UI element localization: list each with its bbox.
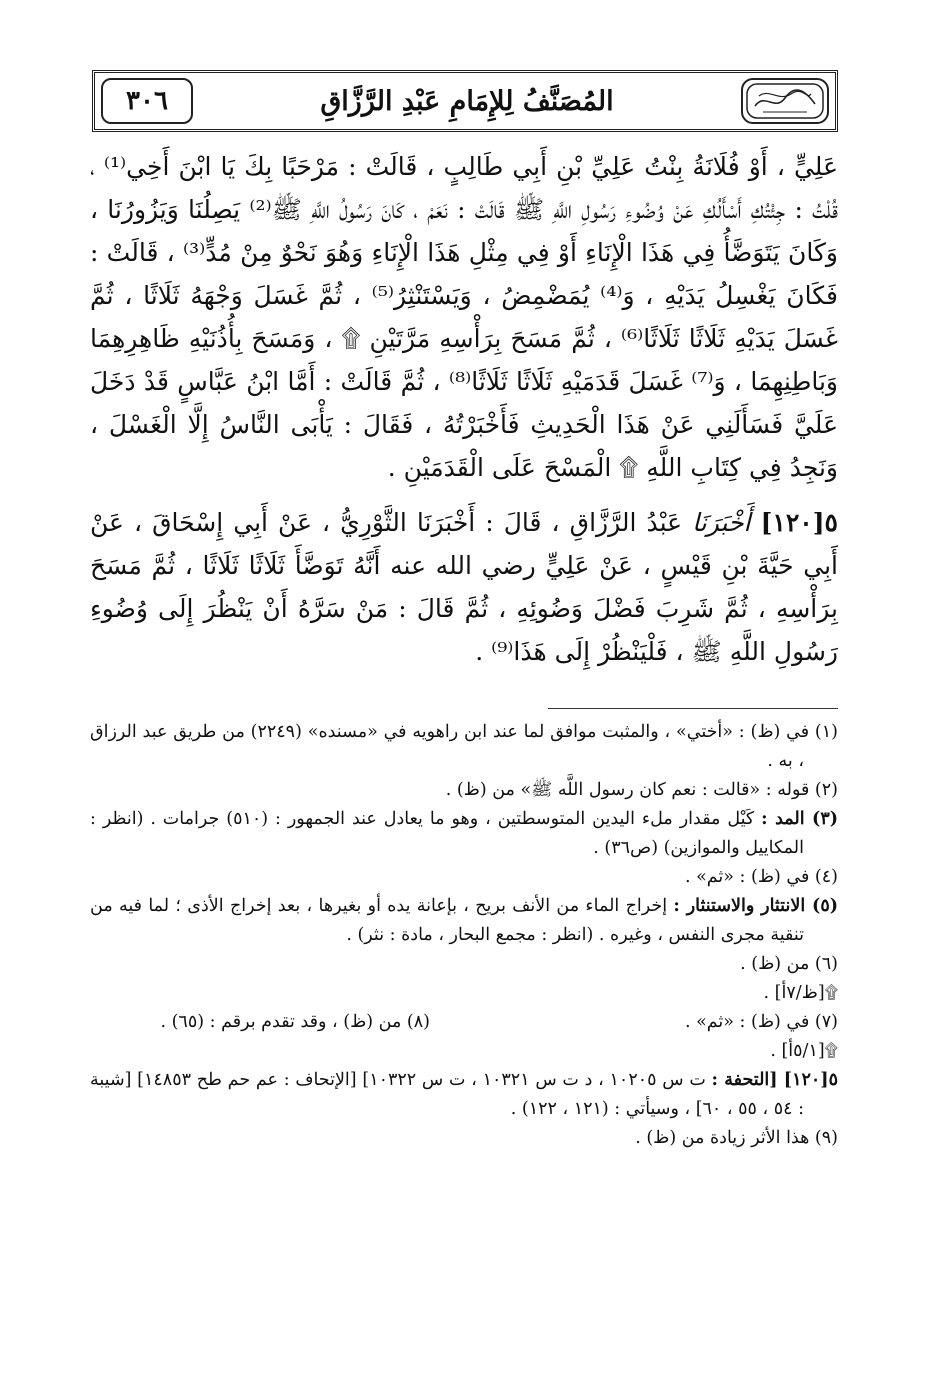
footnote-6: (٦) من (ظ) . — [740, 954, 838, 974]
main-text — [90, 145, 838, 673]
page-number: ٣٠٦ — [101, 78, 193, 124]
manuscript-marker-1: ۩[ظ/٧أ] . — [763, 983, 838, 1003]
footnote-4: (٤) في (ظ) : «ثم» . — [684, 867, 838, 887]
paragraph-2 — [90, 501, 838, 673]
paragraph-2-text: عَبْدُ الرَّزَّاقِ ، قَالَ : أَخْبَرَنَا الثَّوْرِيُّ ، عَنْ أَبِي إِسْحَاقَ ، عَنْ أَبِي حَيَّةَ بْنِ قَيْسٍ ، عَنْ عَلِيٍّ رضي الله عنه أَنَّهُ تَوَضَّأَ ثَلَاثًا ثَلَاثًا ، ثُمَّ مَسَحَ بِرَأْسِهِ ، ثُمَّ شَرِبَ فَضْلَ وَضُوئِهِ ، ثُمَّ قَالَ : مَنْ سَرَّهُ أَنْ يَنْظُرَ إِلَى وُضُوءِ رَسُولِ اللَّهِ ﷺ ، فَلْيَنْظُرْ إِلَى هَذَا⁽⁹⁾ . — [90, 508, 838, 666]
footnote-2: (٢) قوله : «قالت : نعم كان رسول اللَّه ﷺ» من (ظ) . — [445, 780, 838, 800]
akhbarana-word: أَخْبَرَنَا — [692, 508, 751, 537]
takhrij-note — [90, 1066, 838, 1124]
footnote-separator — [548, 708, 838, 709]
takhrij-text: ت س ١٠٢٠٥ ، د ت س ١٠٣٢١ ، ت س ١٠٣٢٢] [الإتحاف : عم حم طح ١٤٨٥٣] [شيبة : ٥٤ ، ٥٥ ، ٦٠] ، وسيأتي : (١٢١ ، ١٢٢) . — [90, 1070, 804, 1119]
footnote-3-text: كَيْل مقدار ملء اليدين المتوسطتين ، وهو ما يعادل عند الجمهور : (٥١٠) جرامات . (انظر : المكاييل والموازين) (ص٣٦) . — [90, 809, 804, 858]
book-seal-logo — [741, 78, 829, 124]
footnote-5-text: إخراج الماء من الأنف بريح ، بإعانة يده أو بغيرها ، بعد إخراج الأذى ؛ لما فيه من تنقية مجرى النفس ، وغيره . (انظر : مجمع البحار ، مادة : نثر) . — [90, 896, 804, 945]
seal-icon — [745, 82, 825, 120]
page-header — [92, 70, 838, 132]
hadith-number: ٥[١٢٠] — [760, 508, 838, 537]
footnote-9: (٩) هذا الأثر زيادة من (ظ) . — [635, 1128, 838, 1148]
footnote-8: (٨) من (ظ) ، وقد تقدم برقم : (٦٥) . — [160, 1012, 430, 1032]
footnote-3 — [90, 805, 838, 863]
book-title: المُصَنَّفُ لِلإِمَامِ عَبْدِ الرَّزَّاقِ — [320, 85, 614, 117]
footnote-3-label: (٣) المد : — [761, 809, 838, 829]
takhrij-label: ٥[١٢٠] [التحفة : — [711, 1070, 838, 1090]
footnote-1: (١) في (ظ) : «أختي» ، والمثبت موافق لما عند ابن راهويه في «مسنده» (٢٢٤٩) من طريق عبد الرزاق ، به . — [90, 722, 838, 771]
footnote-5-label: (٥) الانتثار والاستنثار : — [673, 896, 838, 916]
footnotes — [90, 718, 838, 1153]
footnote-row-7-8 — [90, 1008, 838, 1037]
paragraph-1: عَلِيٍّ ، أَوْ فُلَانَةُ بِنْتُ عَلِيِّ بْنِ أَبِي طَالِبٍ ، قَالَتْ : مَرْحَبًا بِكَ يَا ابْنَ أَخِي⁽¹⁾ ، قُلْتُ : جِئْتُكِ أَسْأَلُكِ عَنْ وُضُوءِ رَسُولِ اللَّهِ ﷺ قَالَتْ : نَعَمْ ، كَانَ رَسُولُ اللَّهِ ﷺ⁽²⁾ يَصِلُنَا وَيَزُورُنَا ، وَكَانَ يَتَوَضَّأُ فِي هَذَا الْإِنَاءِ أَوْ فِي مِثْلِ هَذَا الْإِنَاءِ وَهُوَ نَحْوٌ مِنْ مُدٍّ⁽³⁾ ، قَالَتْ : فَكَانَ يَغْسِلُ يَدَيْهِ ، وَ⁽⁴⁾ يُمَضْمِضُ ، وَيَسْتَنْثِرُ⁽⁵⁾ ، ثُمَّ غَسَلَ وَجْهَهُ ثَلَاثًا ، ثُمَّ غَسَلَ يَدَيْهِ ثَلَاثًا ثَلَاثًا⁽⁶⁾ ، ثُمَّ مَسَحَ بِرَأْسِهِ مَرَّتَيْنِ ۩ ، وَمَسَحَ بِأُذُنَيْهِ ظَاهِرِهِمَا وَبَاطِنِهِمَا ، وَ⁽⁷⁾ غَسَلَ قَدَمَيْهِ ثَلَاثًا ثَلَاثًا⁽⁸⁾ ، ثُمَّ قَالَتْ : أَمَّا ابْنُ عَبَّاسٍ قَدْ دَخَلَ عَلَيَّ فَسَأَلَنِي عَنْ هَذَا الْحَدِيثِ فَأَخْبَرْتُهُ ، فَقَالَ : يَأْبَى النَّاسُ إِلَّا الْغَسْلَ ، وَنَجِدُ فِي كِتَابِ اللَّهِ ۩ الْمَسْحَ عَلَى الْقَدَمَيْنِ . — [90, 152, 839, 482]
footnote-5 — [90, 892, 838, 950]
footnote-7: (٧) في (ظ) : «ثم» . — [684, 1012, 838, 1032]
manuscript-marker-2: ۩[٥/١أ] . — [770, 1041, 838, 1061]
